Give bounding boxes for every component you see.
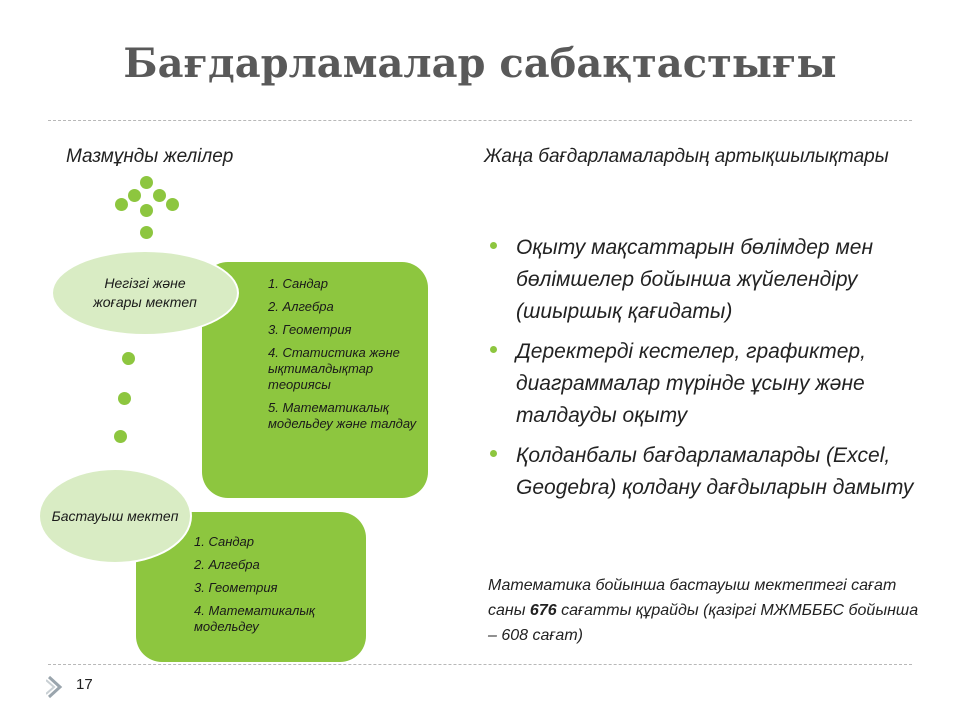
upper-level-oval xyxy=(51,250,239,336)
note-text-after: сағатты құрайды (қазіргі МЖМБББС бойынша – 608 сағат) xyxy=(488,602,919,644)
bullet-icon xyxy=(490,346,497,353)
dot xyxy=(140,204,153,217)
upper-level-list xyxy=(268,276,418,439)
list-item: 3. Геометрия xyxy=(268,322,352,337)
right-heading: Жаңа бағдарламалардың артықшылықтары xyxy=(484,146,889,167)
bottom-divider xyxy=(48,664,912,665)
list-item: 4. Математикалық модельдеу xyxy=(194,603,316,634)
list-item: 2. Алгебра xyxy=(194,557,260,572)
list-item: 2. Алгебра xyxy=(268,299,334,314)
chevron-right-icon xyxy=(46,675,66,699)
note-highlight: 676 xyxy=(529,602,557,619)
list-item: 1. Сандар xyxy=(268,276,329,291)
left-heading: Мазмұнды желілер xyxy=(66,146,234,167)
advantage-text: Оқыту мақсаттарын бөлімдер мен бөлімшелер бойынша жүйелендіру (шиыршық қағидаты) xyxy=(516,236,874,323)
hours-note xyxy=(488,573,928,648)
dot xyxy=(153,189,166,202)
dot xyxy=(140,226,153,239)
dot xyxy=(118,392,131,405)
advantage-item xyxy=(490,232,930,328)
lower-level-oval xyxy=(38,468,192,564)
page-number: 17 xyxy=(76,676,93,693)
advantage-item xyxy=(490,440,930,504)
dot xyxy=(114,430,127,443)
list-item: 4. Статистика және ықтималдықтар теориясы xyxy=(268,345,400,392)
list-item: 1. Сандар xyxy=(194,534,255,549)
advantages-list xyxy=(490,232,930,512)
slide-title: Бағдарламалар сабақтастығы xyxy=(123,40,837,87)
dot xyxy=(166,198,179,211)
dot xyxy=(140,176,153,189)
bullet-icon xyxy=(490,450,497,457)
list-item: 5. Математикалық модельдеу және талдау xyxy=(268,400,417,431)
list-item: 3. Геометрия xyxy=(194,580,278,595)
bullet-icon xyxy=(490,242,497,249)
advantage-text: Қолданбалы бағдарламаларды (Excel, Geogebra) қолдану дағдыларын дамыту xyxy=(516,444,914,499)
lower-level-list xyxy=(194,534,354,642)
dot xyxy=(122,352,135,365)
advantage-item xyxy=(490,336,930,432)
upper-level-name: Негізгі және жоғары мектеп xyxy=(93,275,197,310)
top-divider xyxy=(48,120,912,121)
advantage-text: Деректерді кестелер, графиктер, диаграммалар түрінде ұсыну және талдауды оқыту xyxy=(516,340,866,427)
lower-level-name: Бастауыш мектеп xyxy=(51,507,179,524)
dot xyxy=(128,189,141,202)
note-text-before: Математика бойынша бастауыш мектептегі сағат саны xyxy=(488,577,897,619)
dot xyxy=(115,198,128,211)
